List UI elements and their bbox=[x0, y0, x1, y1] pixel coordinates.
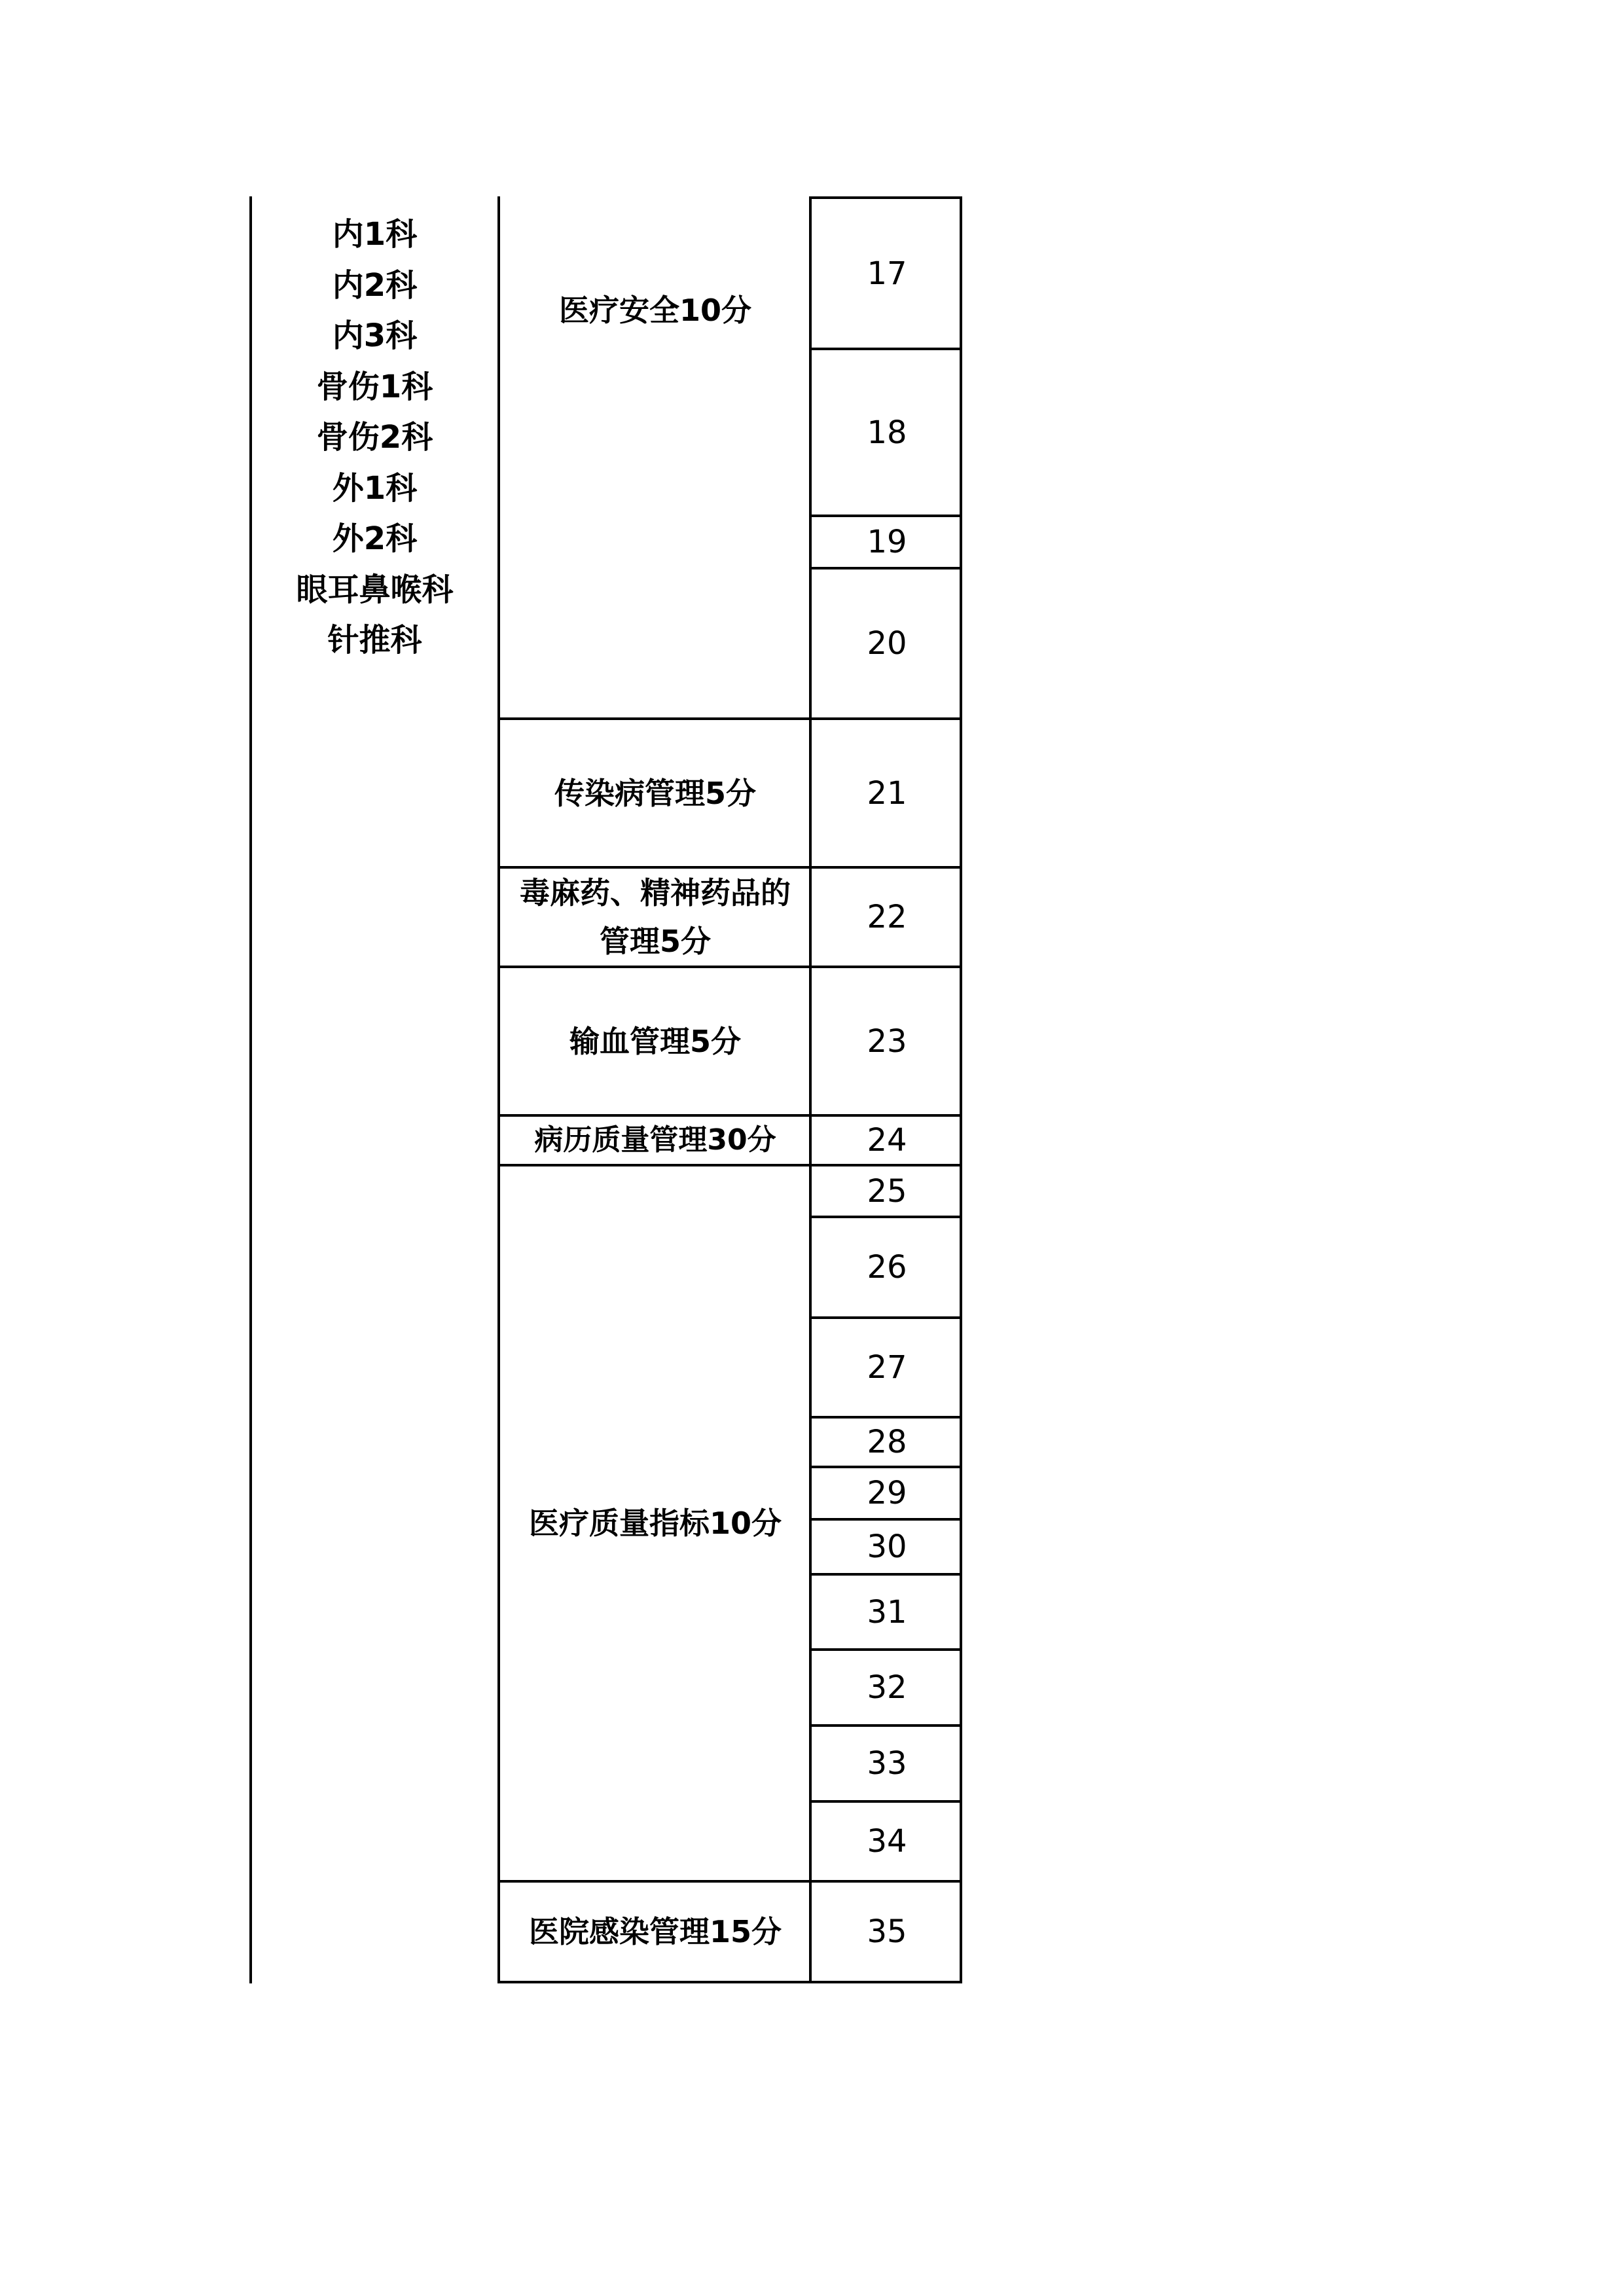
item-number-text: 22 bbox=[867, 899, 907, 935]
category-label: 医院感染管理15分 bbox=[528, 1914, 782, 1949]
item-number-text: 35 bbox=[867, 1913, 907, 1950]
item-number-text: 24 bbox=[867, 1122, 907, 1159]
item-number bbox=[812, 1576, 962, 1648]
item-number-text: 30 bbox=[867, 1528, 907, 1565]
item-number bbox=[812, 1727, 962, 1800]
item-number bbox=[812, 1419, 962, 1466]
item-number-text: 27 bbox=[867, 1349, 907, 1386]
department-name: 外1科 bbox=[332, 469, 418, 507]
item-number bbox=[812, 569, 962, 717]
department-name: 内1科 bbox=[332, 216, 418, 253]
department-name: 眼耳鼻喉科 bbox=[296, 571, 454, 608]
item-number-text: 23 bbox=[867, 1022, 907, 1060]
item-number-text: 28 bbox=[867, 1424, 907, 1460]
category-narcotic-drugs bbox=[500, 869, 810, 966]
item-number-text: 25 bbox=[867, 1172, 907, 1210]
department-name: 骨伤2科 bbox=[316, 419, 433, 456]
category-label: 病历质量管理30分 bbox=[534, 1123, 776, 1157]
category-label: 医疗质量指标10分 bbox=[528, 1506, 782, 1541]
item-number-text: 32 bbox=[867, 1669, 907, 1706]
category-label: 医疗安全10分 bbox=[558, 293, 751, 328]
item-number-text: 19 bbox=[867, 524, 907, 560]
item-number bbox=[812, 1117, 962, 1164]
department-name: 内3科 bbox=[332, 317, 418, 354]
item-number bbox=[812, 720, 962, 866]
category-label: 输血管理5分 bbox=[569, 1023, 741, 1059]
item-number-text: 17 bbox=[867, 255, 907, 292]
category-infectious-disease bbox=[500, 720, 810, 866]
item-number bbox=[812, 1803, 962, 1880]
item-number bbox=[812, 1468, 962, 1518]
item-number bbox=[812, 1521, 962, 1573]
item-number-text: 18 bbox=[867, 414, 907, 451]
item-number bbox=[812, 199, 962, 348]
category-infection-control bbox=[500, 1883, 810, 1981]
department-name: 骨伤1科 bbox=[316, 368, 433, 405]
item-number-text: 20 bbox=[867, 625, 907, 662]
category-quality-indicators bbox=[500, 1166, 810, 1880]
item-number-text: 21 bbox=[867, 774, 907, 812]
item-number bbox=[812, 350, 962, 515]
item-number bbox=[812, 968, 962, 1114]
department-list bbox=[252, 209, 497, 666]
category-medical-safety bbox=[500, 275, 810, 346]
item-number bbox=[812, 869, 962, 966]
table-bottom-border bbox=[497, 1981, 962, 1983]
department-name: 外2科 bbox=[332, 520, 418, 557]
item-number-text: 33 bbox=[867, 1745, 907, 1782]
item-number bbox=[812, 1651, 962, 1724]
item-number bbox=[812, 1166, 962, 1216]
category-label: 传染病管理5分 bbox=[554, 775, 756, 811]
item-number-text: 29 bbox=[867, 1475, 907, 1511]
department-name: 内2科 bbox=[332, 266, 418, 304]
item-number bbox=[812, 1319, 962, 1416]
category-medical-records bbox=[500, 1117, 810, 1164]
item-number-text: 31 bbox=[867, 1593, 907, 1631]
item-number bbox=[812, 1883, 962, 1981]
category-blood-transfusion bbox=[500, 968, 810, 1114]
item-number bbox=[812, 1218, 962, 1316]
category-label: 毒麻药、精神药品的管理5分 bbox=[520, 875, 791, 959]
department-name: 针推科 bbox=[327, 622, 422, 659]
item-number-text: 34 bbox=[867, 1823, 907, 1860]
item-number bbox=[812, 517, 962, 567]
item-number-text: 26 bbox=[867, 1249, 907, 1286]
